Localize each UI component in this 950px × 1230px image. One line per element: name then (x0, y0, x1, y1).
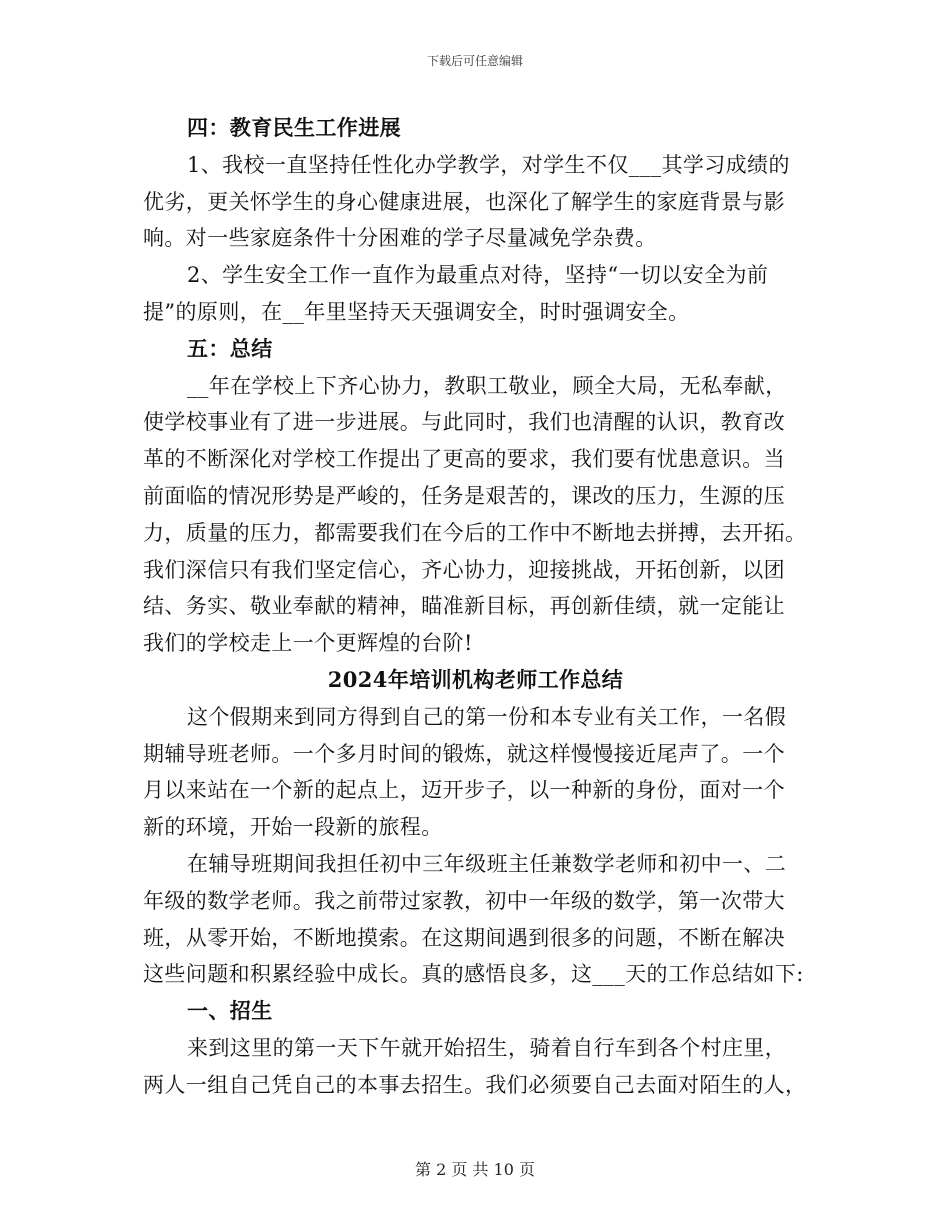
paragraph-line: 革的不断深化对学校工作提出了更高的要求，我们要有忧患意识。当 (143, 447, 785, 472)
paragraph-line: 月以来站在一个新的起点上，迈开步子，以一种新的身份，面对一个 (143, 778, 785, 803)
document-body (143, 110, 808, 1104)
paragraph-line: 这些问题和积累经验中成长。真的感悟良多，这___天的工作总结如下: (143, 962, 804, 987)
paragraph-line: __年在学校上下齐心协力，教职工敬业，顾全大局，无私奉献， (187, 373, 787, 398)
paragraph-line: 我们深信只有我们坚定信心，齐心协力，迎接挑战，开拓创新，以团 (143, 557, 785, 582)
paragraph-line: 新的环境，开始一段新的旅程。 (143, 815, 443, 840)
paragraph-line: 优劣，更关怀学生的身心健康进展，也深化了解学生的家庭背景与影 (143, 189, 785, 214)
paragraph-line: 2、学生安全工作一直作为最重点对待，坚持“一切以安全为前 (187, 263, 769, 288)
article-title: 2024年培训机构老师工作总结 (327, 666, 624, 692)
paragraph-line: 这个假期来到同方得到自己的第一份和本专业有关工作，一名假 (187, 704, 787, 729)
paragraph-line: 1、我校一直坚持任性化办学教学，对学生不仅___其学习成绩的 (187, 152, 790, 177)
paragraph-line: 结、务实、敬业奉献的精神，瞄准新目标，再创新佳绩，就一定能让 (143, 594, 785, 619)
paragraph-line: 在辅导班期间我担任初中三年级班主任兼数学老师和初中一、二 (187, 851, 787, 876)
paragraph-line: 期辅导班老师。一个多月时间的锻炼，就这样慢慢接近尾声了。一个 (143, 741, 785, 766)
paragraph-line: 提”的原则，在__年里坚持天天强调安全，时时强调安全。 (143, 299, 690, 324)
section-4-heading: 四：教育民生工作进展 (187, 115, 401, 140)
paragraph-line: 我们的学校走上一个更辉煌的台阶! (143, 631, 473, 656)
paragraph-line: 来到这里的第一天下午就开始招生，骑着自行车到各个村庄里， (187, 1035, 787, 1060)
paragraph-line: 力，质量的压力，都需要我们在今后的工作中不断地去拼搏，去开拓。 (143, 520, 807, 545)
section-5-heading: 五：总结 (187, 335, 273, 361)
paragraph-line: 班，从零开始，不断地摸索。在这期间遇到很多的问题，不断在解决 (143, 925, 785, 950)
paragraph-line: 使学校事业有了进一步进展。与此同时，我们也清醒的认识，教育改 (143, 410, 785, 435)
paragraph-line: 前面临的情况形势是严峻的，任务是艰苦的，课改的压力，生源的压 (143, 483, 785, 508)
paragraph-line: 响。对一些家庭条件十分困难的学子尽量减免学杂费。 (143, 226, 657, 251)
paragraph-line: 两人一组自己凭自己的本事去招生。我们必须要自己去面对陌生的人， (143, 1072, 807, 1097)
page-number: 第 2 页 共 10 页 (415, 1160, 535, 1179)
page-header: 下载后可任意编辑 (426, 54, 523, 68)
subheading-enrollment: 一、招生 (187, 998, 273, 1024)
paragraph-line: 年级的数学老师。我之前带过家教，初中一年级的数学，第一次带大 (143, 888, 785, 913)
